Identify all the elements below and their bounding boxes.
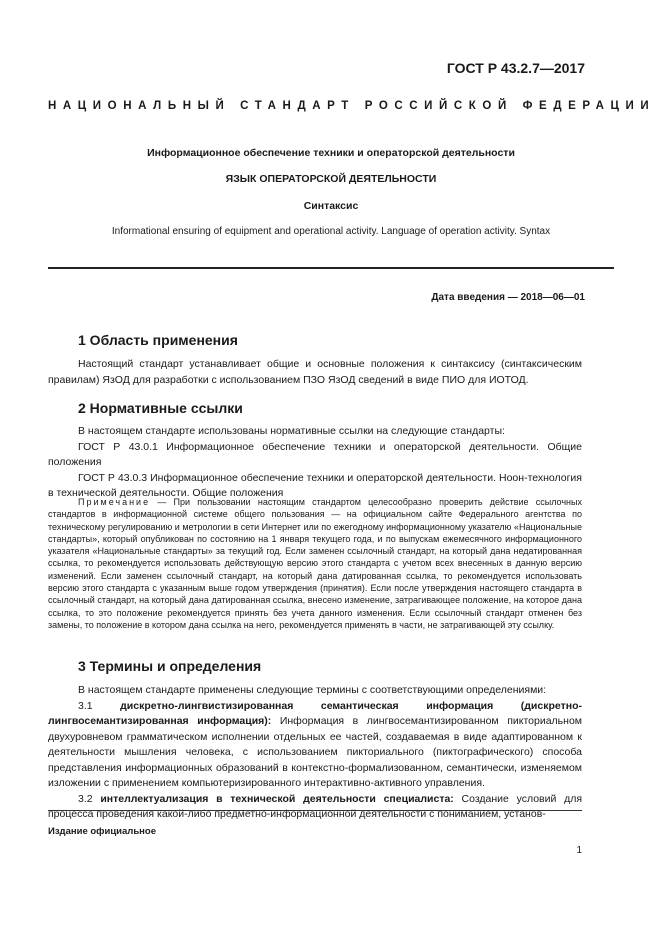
section-2-intro: В настоящем стандарте использованы нормативные ссылки на следующие стандарты:: [78, 425, 505, 437]
term-name: дискретно-лингвистизированная семантическая информация (дискретно-лингвосемантизированная информация):: [48, 699, 582, 727]
section-3-body: [48, 683, 582, 823]
section-1-heading: 1 Область применения: [78, 332, 238, 348]
title-line-1: Информационное обеспечение техники и операторской деятельности: [147, 147, 515, 159]
term-3-2: [48, 792, 582, 823]
term-definition: Информация в лингвосемантизированном пикториальном двухуровневом грамматическом исполнении отдельных ее частей, создаваемая в виде адаптированном к деятельности мышления человека, с использованием пикториального (пиктографического) способа представления информационных образований в контекстно-формализованном, семантически, изменяемом изложении с применением компьютеризированного интерактивно-активного управления.: [48, 715, 582, 789]
section-2-note: [48, 496, 582, 631]
page-number: 1: [576, 845, 582, 856]
section-3-heading: 3 Термины и определения: [78, 658, 262, 674]
normative-reference-1: ГОСТ Р 43.0.1 Информационное обеспечение техники и операторской деятельности. Общие положения: [48, 440, 582, 468]
section-2-heading: 2 Нормативные ссылки: [78, 400, 243, 416]
title-line-3: Синтаксис: [303, 200, 359, 212]
term-definition: Создание условий для процесса проведения какой-либо предметно-информационной деятельности с пониманием, установ-: [48, 792, 583, 820]
section-3-intro: В настоящем стандарте применены следующие термины с соответствующими определениями:: [78, 684, 547, 696]
section-1-text: Настоящий стандарт устанавливает общие и основные положения к синтаксису (синтаксическим правилам) ЯзОД для разработки с использованием ПЗО ЯзОД сведений в виде ПИО для ИОТОД.: [48, 358, 582, 386]
title-english: Informational ensuring of equipment and operational activity. Language of operation activity. Syntax: [111, 226, 551, 237]
term-name: интеллектуализация в технической деятельности специалиста:: [100, 792, 454, 805]
title-line-2: ЯЗЫК ОПЕРАТОРСКОЙ ДЕЯТЕЛЬНОСТИ: [225, 173, 437, 185]
note-text: — При пользовании настоящим стандартом целесообразно проверить действие ссылочных стандартов в информационной системе общего пользования — на официальном сайте Федерального агентства по техническому регулированию и метрологии в сети Интернет или по ежегодному информационному указателю «Национальные стандарты», который опубликован по состоянию на 1 января текущего года, и по выпускам ежемесячного информационного указателя «Национальные стандарты» за текущий год. Если заменен ссылочный стандарт, на который дана недатированная ссылка, то рекомендуется использовать действующую версию этого стандарта с учетом всех внесенных в данную версию изменений. Если заменен ссылочный стандарт, на который дана датированная ссылка, то рекомендуется использовать версию этого стандарта с указанным выше годом утверждения (принятия). Если после утверждения настоящего стандарта в ссылочный стандарт, на который дана датированная ссылка, внесено изменение, затрагивающее положение, на которое дана ссылка, то это положение рекомендуется принять без учета данного изменения. Если ссылочный стандарт отменен без замены, то положение в котором дана ссылка на него, рекомендуется применять в части, не затрагивающей эту ссылку.: [48, 497, 582, 630]
national-standard-banner: НАЦИОНАЛЬНЫЙ СТАНДАРТ РОССИЙСКОЙ ФЕДЕРАЦИИ: [48, 100, 656, 112]
note-label: Примечание: [78, 497, 151, 507]
standard-designation: ГОСТ Р 43.2.7—2017: [446, 60, 585, 76]
term-number: 3.2: [78, 792, 101, 805]
footer-divider: [48, 810, 582, 811]
section-1-body: [48, 357, 582, 388]
term-3-1: [48, 699, 582, 792]
section-2-body: [48, 424, 582, 502]
introduction-date: Дата введения — 2018—06—01: [431, 292, 585, 303]
official-edition-label: Издание официальное: [48, 826, 156, 837]
term-number: 3.1: [78, 699, 121, 712]
normative-reference-2: ГОСТ Р 43.0.3 Информационное обеспечение техники и операторской деятельности. Ноон-технология в технической деятельности. Общие положения: [48, 471, 582, 499]
header-divider: [48, 267, 614, 269]
